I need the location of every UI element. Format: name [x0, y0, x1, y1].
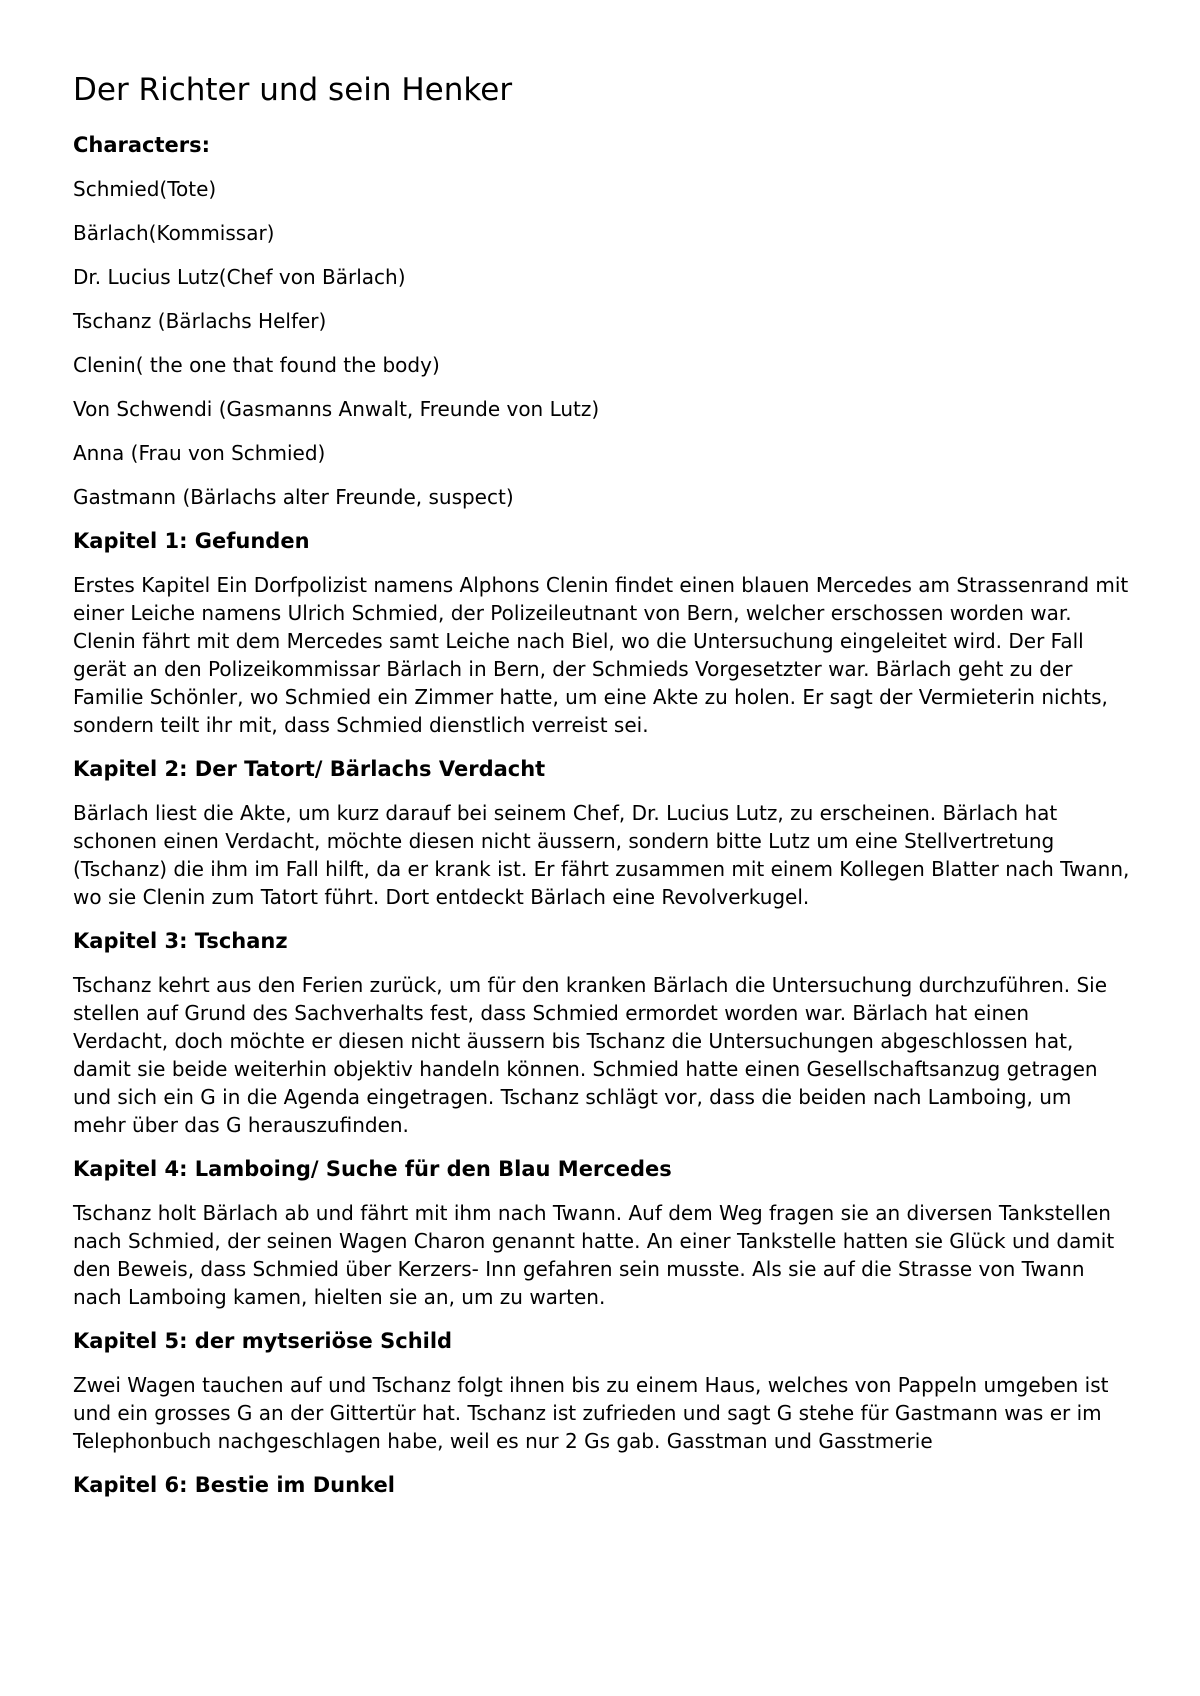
character-item: Gastmann (Bärlachs alter Freunde, suspect): [73, 485, 514, 509]
chapter-heading: Kapitel 2: Der Tatort/ Bärlachs Verdacht: [73, 757, 546, 781]
chapter-5: [73, 1327, 1130, 1455]
chapter-text: Zwei Wagen tauchen auf und Tschanz folgt ihnen bis zu einem Haus, welches von Pappeln umgeben ist und ein grosses G an der Gittertür hat. Tschanz ist zufrieden und sagt G stehe für Gastmann was er im Telephonbuch nachgeschlagen habe, weil es nur 2 Gs gab. Gasstman und Gasstmerie: [73, 1373, 1109, 1453]
character-item: Dr. Lucius Lutz(Chef von Bärlach): [73, 265, 406, 289]
chapter-text: Tschanz kehrt aus den Ferien zurück, um für den kranken Bärlach die Untersuchung durchzuführen. Sie stellen auf Grund des Sachverhalts fest, dass Schmied ermordet worden war. Bärlach hat einen Verdacht, doch möchte er diesen nicht äussern bis Tschanz die Untersuchungen abgeschlossen hat, damit sie beide weiterhin objektiv handeln können. Schmied hatte einen Gesellschaftsanzug getragen und sich ein G in die Agenda eingetragen. Tschanz schlägt vor, dass die beiden nach Lamboing, um mehr über das G herauszufinden.: [73, 973, 1108, 1137]
character-item: Von Schwendi (Gasmanns Anwalt, Freunde von Lutz): [73, 397, 600, 421]
chapter-6: [73, 1471, 1130, 1499]
character-item: Clenin( the one that found the body): [73, 353, 440, 377]
character-list: [73, 175, 1130, 511]
chapter-heading: Kapitel 6: Bestie im Dunkel: [73, 1473, 395, 1497]
chapter-2: [73, 755, 1130, 911]
chapter-heading: Kapitel 5: der mytseriöse Schild: [73, 1329, 453, 1353]
chapter-1: [73, 527, 1130, 739]
character-item: Bärlach(Kommissar): [73, 221, 275, 245]
chapter-4: [73, 1155, 1130, 1311]
chapter-3: [73, 927, 1130, 1139]
chapter-heading: Kapitel 1: Gefunden: [73, 529, 310, 553]
character-item: Schmied(Tote): [73, 177, 217, 201]
characters-heading: Characters:: [73, 133, 211, 157]
chapter-heading: Kapitel 4: Lamboing/ Suche für den Blau Mercedes: [73, 1157, 672, 1181]
character-item: Anna (Frau von Schmied): [73, 441, 326, 465]
chapter-text: Tschanz holt Bärlach ab und fährt mit ihm nach Twann. Auf dem Weg fragen sie an diversen Tankstellen nach Schmied, der seinen Wagen Charon genannt hatte. An einer Tankstelle hatten sie Glück und damit den Beweis, dass Schmied über Kerzers- Inn gefahren sein musste. Als sie auf die Strasse von Twann nach Lamboing kamen, hielten sie an, um zu warten.: [73, 1201, 1115, 1309]
character-item: Tschanz (Bärlachs Helfer): [73, 309, 327, 333]
chapter-text: Erstes Kapitel Ein Dorfpolizist namens Alphons Clenin findet einen blauen Mercedes am Strassenrand mit einer Leiche namens Ulrich Schmied, der Polizeileutnant von Bern, welcher erschossen worden war. Clenin fährt mit dem Mercedes samt Leiche nach Biel, wo die Untersuchung eingeleitet wird. Der Fall gerät an den Polizeikommissar Bärlach in Bern, der Schmieds Vorgesetzter war. Bärlach geht zu der Familie Schönler, wo Schmied ein Zimmer hatte, um eine Akte zu holen. Er sagt der Vermieterin nichts, sondern teilt ihr mit, dass Schmied dienstlich verreist sei.: [73, 573, 1129, 737]
chapter-text: Bärlach liest die Akte, um kurz darauf bei seinem Chef, Dr. Lucius Lutz, zu erscheinen. Bärlach hat schonen einen Verdacht, möchte diesen nicht äussern, sondern bitte Lutz um eine Stellvertretung (Tschanz) die ihm im Fall hilft, da er krank ist. Er fährt zusammen mit einem Kollegen Blatter nach Twann, wo sie Clenin zum Tatort führt. Dort entdeckt Bärlach eine Revolverkugel.: [73, 801, 1130, 909]
chapter-heading: Kapitel 3: Tschanz: [73, 929, 288, 953]
document-title: Der Richter und sein Henker: [73, 72, 513, 108]
